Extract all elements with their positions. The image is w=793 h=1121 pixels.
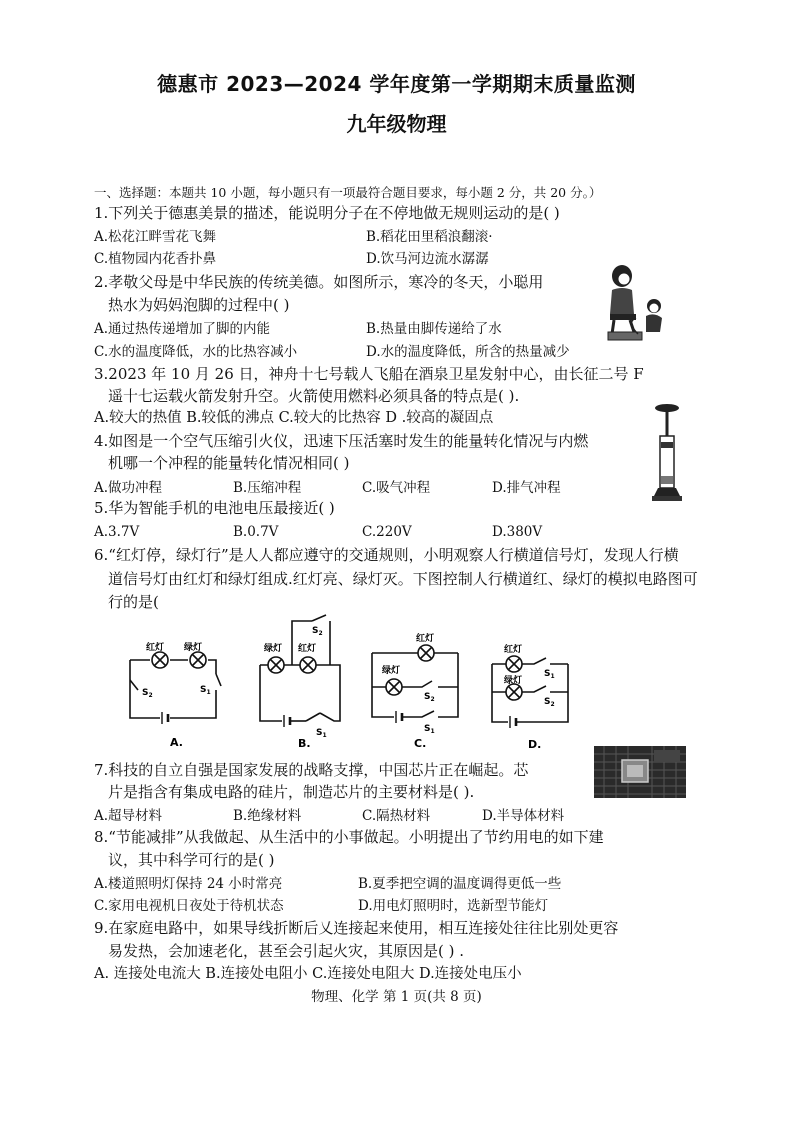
q4-option-d: D.排气冲程 (492, 480, 561, 496)
q8-option-a: A.楼道照明灯保持 24 小时常亮 (94, 876, 283, 892)
q5-option-b: B.0.7V (233, 524, 279, 540)
circuit-a (118, 640, 228, 750)
q1-stem: 1.下列关于德惠美景的描述，能说明分子在不停地做无规则运动的是( ) (94, 204, 560, 222)
q9-stem-line1: 9.在家庭电路中，如果导线折断后乂连接起来使用，相互连接处往往比别处更容 (94, 919, 619, 937)
q2-option-c: C.水的温度降低，水的比热容减小 (94, 344, 298, 360)
q2-stem-line2: 热水为妈妈泡脚的过程中( ) (108, 296, 290, 314)
q8-stem-line1: 8.“节能减排”从我做起、从生活中的小事做起。小明提出了节约用电的如下建 (94, 828, 604, 846)
switch-s1-label-a: $S_1$ (200, 685, 211, 696)
q4-stem-line2: 机哪一个冲程的能量转化情况相同( ) (108, 454, 350, 472)
q7-option-a: A.超导材料 (94, 808, 163, 824)
switch-s1-label-b: $S_1$ (316, 728, 327, 739)
q2-option-a: A.通过热传递增加了脚的内能 (94, 321, 271, 337)
circuit-d-label: D. (528, 738, 542, 750)
circuit-d (486, 640, 586, 750)
switch-s2-label-d: $S_2$ (544, 697, 555, 708)
q3-stem-line2: 遥十七运载火箭发射升空。火箭使用燃料必须具备的特点是( ). (108, 387, 520, 405)
q4-option-c: C.吸气冲程 (362, 480, 431, 496)
q2-stem-line1: 2.孝敬父母是中华民族的传统美德。如图所示，寒冷的冬天，小聪用 (94, 273, 544, 291)
q7-stem-line2: 片是指含有集成电路的硅片，制造芯片的主要材料是( ). (108, 783, 475, 801)
q8-stem-line2: 议，其中科学可行的是( ) (108, 851, 275, 869)
page-footer: 物理、化学 第 1 页(共 8 页) (311, 989, 482, 1005)
red-light-label-d: 红灯 (504, 645, 523, 655)
green-light-label-d: 绿灯 (504, 676, 523, 686)
green-light-label-b: 绿灯 (264, 644, 283, 654)
q1-option-b: B.稻花田里稻浪翻滚· (366, 229, 493, 245)
green-light-label-a: 绿灯 (184, 643, 203, 653)
q6-stem-line3: 行的是( (108, 593, 159, 611)
red-light-label-a: 红灯 (146, 643, 165, 653)
q2-option-d: D.水的温度降低，所含的热量减少 (366, 344, 570, 360)
q8-option-d: D.用电灯照明时，选新型节能灯 (358, 898, 549, 914)
q3-stem-line1: 3.2023 年 10 月 26 日，神舟十七号载人飞船在酒泉卫星发射中心，由长征二号 F (94, 365, 644, 383)
q5-option-c: C.220V (362, 524, 412, 540)
switch-s2-label-b: $S_2$ (312, 626, 323, 637)
q8-option-c: C.家用电视机日夜处于待机状态 (94, 898, 284, 914)
exam-title: 德惠市 2023—2024 学年度第一学期期末质量监测 (157, 72, 636, 96)
q5-option-a: A.3.7V (94, 524, 140, 540)
switch-s2-label-a: $S_2$ (142, 688, 153, 699)
chip-photo (594, 746, 686, 798)
q3-options: A.较大的热值 B.较低的沸点 C.较大的比热容 D .较高的凝固点 (94, 410, 494, 426)
red-light-label-c: 红灯 (416, 634, 435, 644)
q7-option-d: D.半导体材料 (482, 808, 565, 824)
circuit-c (366, 627, 466, 749)
q4-option-b: B.压缩冲程 (233, 480, 302, 496)
circuit-c-label: C. (414, 737, 427, 749)
q7-option-b: B.绝缘材料 (233, 808, 302, 824)
switch-s1-label-c: $S_1$ (424, 724, 435, 735)
q5-stem: 5.华为智能手机的电池电压最接近( ) (94, 499, 335, 517)
section-heading: 一、选择题：本题共 10 小题，每小题只有一项最符合题目要求，每小题 2 分，共 20 分。） (94, 185, 602, 200)
q4-stem-line1: 4.如图是一个空气压缩引火仪，迅速下压活塞时发生的能量转化情况与内燃 (94, 432, 589, 450)
q1-option-d: D.饮马河边流水潺潺 (366, 251, 489, 267)
q8-option-b: B.夏季把空调的温度调得更低一些 (358, 876, 562, 892)
q6-stem-line2: 道信号灯由红灯和绿灯组成.红灯亮、绿灯灭。下图控制人行横道红、绿灯的模拟电路图可 (108, 570, 698, 588)
circuit-a-label: A. (170, 736, 183, 749)
red-light-label-b: 红灯 (298, 644, 317, 654)
q6-stem-line1: 6.“红灯停，绿灯行”是人人都应遵守的交通规则，小明观察人行横道信号灯，发现人行横 (94, 546, 679, 564)
q9-stem-line2: 易发热，会加速老化，甚至会引起火灾，其原因是( ) . (108, 942, 465, 960)
q2-option-b: B.热量由脚传递给了水 (366, 321, 502, 337)
q4-option-a: A.做功冲程 (94, 480, 163, 496)
switch-s1-label-d: $S_1$ (544, 669, 555, 680)
q1-option-a: A.松花江畔雪花飞舞 (94, 229, 217, 245)
q7-stem-line1: 7.科技的自立自强是国家发展的战略支撑，中国芯片正在崛起。芯 (94, 761, 529, 779)
circuit-b (254, 613, 354, 748)
compression-igniter-illustration (650, 402, 684, 504)
q1-option-c: C.植物园内花香扑鼻 (94, 251, 217, 267)
circuit-b-label: B. (298, 737, 311, 748)
foot-soak-illustration (602, 262, 668, 344)
switch-s2-label-c: $S_2$ (424, 692, 435, 703)
q9-options: A. 连接处电流大 B.连接处电阻小 C.连接处电阻大 D.连接处电压小 (94, 966, 522, 982)
q5-option-d: D.380V (492, 524, 543, 540)
green-light-label-c: 绿灯 (382, 666, 401, 676)
exam-subject: 九年级物理 (346, 112, 447, 136)
q7-option-c: C.隔热材料 (362, 808, 431, 824)
